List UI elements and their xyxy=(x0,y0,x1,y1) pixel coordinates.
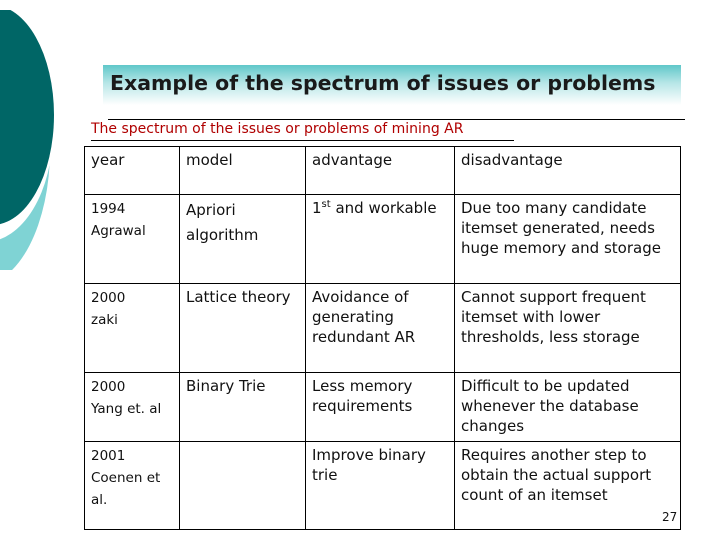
header-year: year xyxy=(85,147,180,195)
advantage-number: 1 xyxy=(312,199,322,217)
year-value: 2000 xyxy=(91,290,126,306)
comparison-table xyxy=(84,146,681,530)
year-value: 2000 xyxy=(91,379,126,395)
year-cell xyxy=(85,284,180,373)
header-model: model xyxy=(180,147,306,195)
table-row xyxy=(85,373,681,442)
decorative-circles xyxy=(0,10,55,270)
author-value: zaki xyxy=(91,312,118,328)
advantage-cell: Avoidance of generating redundant AR xyxy=(306,284,455,373)
table-row xyxy=(85,195,681,284)
advantage-cell: Improve binary trie xyxy=(306,442,455,530)
author-value: Agrawal xyxy=(91,223,146,239)
year-cell xyxy=(85,195,180,284)
header-disadvantage: disadvantage xyxy=(455,147,681,195)
advantage-cell xyxy=(306,195,455,284)
subtitle-underline xyxy=(91,140,514,141)
slide-title: Example of the spectrum of issues or problems xyxy=(110,71,656,95)
year-value: 1994 xyxy=(91,201,126,217)
model-cell: Apriori algorithm xyxy=(180,195,306,284)
disadvantage-cell: Difficult to be updated whenever the database changes xyxy=(455,373,681,442)
title-divider xyxy=(108,119,685,120)
header-advantage: advantage xyxy=(306,147,455,195)
table-header-row xyxy=(85,147,681,195)
disadvantage-cell: Due too many candidate itemset generated, needs huge memory and storage xyxy=(455,195,681,284)
author-value: Yang et. al xyxy=(91,401,162,417)
advantage-ordinal-suffix: st xyxy=(321,199,331,210)
model-cell: Lattice theory xyxy=(180,284,306,373)
advantage-cell: Less memory requirements xyxy=(306,373,455,442)
disadvantage-cell: Cannot support frequent itemset with lower thresholds, less storage xyxy=(455,284,681,373)
advantage-text: and workable xyxy=(330,199,437,217)
model-cell: Binary Trie xyxy=(180,373,306,442)
slide-subtitle: The spectrum of the issues or problems of mining AR xyxy=(91,121,464,137)
page-number: 27 xyxy=(662,510,678,524)
year-cell xyxy=(85,442,180,530)
model-cell xyxy=(180,442,306,530)
table-row xyxy=(85,284,681,373)
year-cell xyxy=(85,373,180,442)
table-row xyxy=(85,442,681,530)
year-value: 2001 xyxy=(91,448,126,464)
disadvantage-cell: Requires another step to obtain the actual support count of an itemset xyxy=(455,442,681,530)
author-value: Coenen et al. xyxy=(91,470,161,508)
